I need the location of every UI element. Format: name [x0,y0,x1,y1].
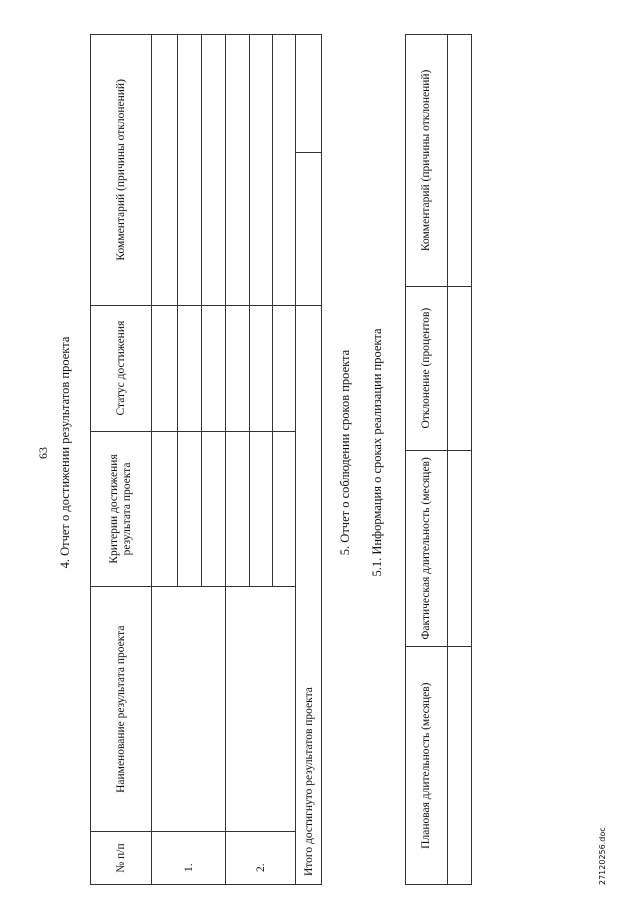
table-cell [250,35,273,306]
row-1-comment [152,35,178,306]
header-num: № п/п [91,832,152,885]
row-2-criteria [226,431,250,587]
table-cell [273,431,296,587]
timing-table [405,34,472,885]
header-status: Статус достижения [91,305,152,431]
total-comment [296,35,322,153]
header-comment: Комментарий (причины отклонений) [406,35,448,287]
table-cell [273,35,296,306]
results-table [90,34,322,885]
table-cell [448,35,472,287]
table-cell [448,647,472,885]
row-1-criteria [152,431,178,587]
table-cell [250,431,273,587]
header-result-name: Наименование результата проекта [91,587,152,832]
header-comment: Комментарий (причины отклонений) [91,35,152,306]
header-planned-duration: Плановая длительность (месяцев) [406,647,448,885]
section4-title: 4. Отчет о достижении результатов проекта [58,336,72,569]
table-cell [178,35,202,306]
table-cell [448,286,472,450]
table-cell [202,431,226,587]
row-2-status [226,305,250,431]
row-1-num: 1. [152,832,226,885]
table-cell [273,305,296,431]
row-2-comment [226,35,250,306]
header-criteria: Критерии достижения результата проекта [91,431,152,587]
section5-subtitle: 5.1. Информация о сроках реализации проекта [370,328,384,577]
row-2-num: 2. [226,832,296,885]
table-cell [250,305,273,431]
table-cell [448,450,472,647]
page-number: 63 [36,447,50,459]
row-1-status [152,305,178,431]
header-actual-duration: Фактическая длительность (месяцев) [406,450,448,647]
row-1-name [152,587,226,832]
section5-title: 5. Отчет о соблюдении сроков проекта [338,349,352,556]
total-label: Итого достигнуто результатов проекта [296,305,322,884]
table-cell [178,305,202,431]
row-2-name [226,587,296,832]
header-deviation: Отклонение (процентов) [406,286,448,450]
footer-doc-code: 27120256.doc [598,827,607,885]
table-cell [178,431,202,587]
table-cell [202,305,226,431]
total-status [296,152,322,305]
table-cell [202,35,226,306]
